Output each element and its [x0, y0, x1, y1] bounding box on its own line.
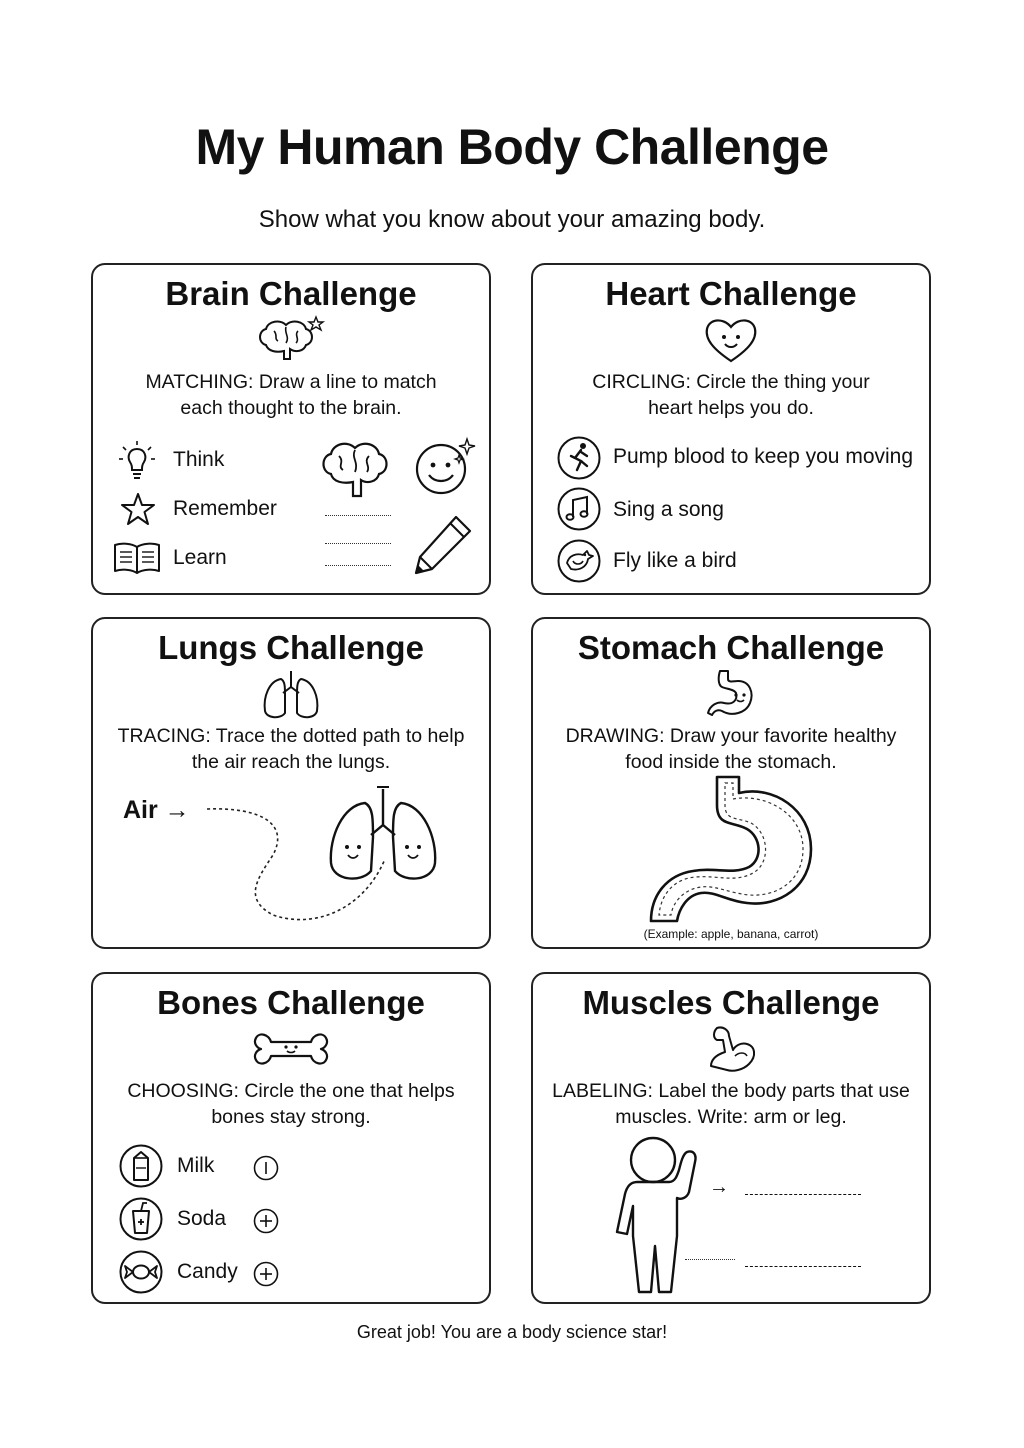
lungs-challenge-card — [91, 617, 491, 949]
book-icon — [113, 541, 161, 575]
card-title: Stomach Challenge — [577, 629, 885, 666]
example-hint: (Example: apple, banana, carrot) — [643, 927, 819, 941]
option-fly-bird[interactable]: Fly like a bird — [613, 549, 737, 572]
label-blank-leg[interactable] — [745, 1266, 861, 1267]
air-label: Air → — [123, 796, 190, 824]
card-instruction: DRAWING: Draw your favorite healthy food inside the stomach. — [565, 725, 897, 773]
flexed-arm-icon — [703, 1024, 759, 1074]
circle-choice-icon[interactable] — [253, 1155, 279, 1181]
music-note-icon — [557, 487, 601, 531]
bird-icon — [557, 539, 601, 583]
lungs-icon — [325, 785, 441, 885]
card-title: Bones Challenge — [157, 984, 425, 1021]
lungs-icon — [261, 669, 321, 721]
list-item-remember: Remember — [173, 497, 277, 520]
card-instruction: CIRCLING: Circle the thing your heart helps you do. — [592, 371, 870, 419]
option-soda[interactable]: Soda — [177, 1207, 227, 1230]
page-subtitle: Show what you know about your amazing body. — [258, 206, 766, 233]
footer-message: Great job! You are a body science star! — [356, 1322, 668, 1342]
option-milk[interactable]: Milk — [177, 1154, 215, 1177]
card-instruction: CHOOSING: Circle the one that helps bones stay strong. — [127, 1080, 455, 1128]
person-icon — [611, 1136, 711, 1296]
stomach-challenge-card — [531, 617, 931, 949]
label-blank-arm[interactable] — [745, 1194, 861, 1195]
option-candy[interactable]: Candy — [177, 1260, 238, 1283]
option-sing-song[interactable]: Sing a song — [613, 498, 724, 521]
stomach-drawing-area[interactable] — [643, 775, 823, 925]
milk-icon — [119, 1144, 163, 1188]
card-title: Muscles Challenge — [582, 984, 880, 1021]
circle-choice-icon[interactable] — [253, 1261, 279, 1287]
list-item-learn: Learn — [173, 546, 227, 569]
card-title: Heart Challenge — [605, 275, 857, 312]
heart-icon — [703, 317, 759, 365]
runner-icon — [557, 436, 601, 480]
match-line-blank[interactable] — [325, 543, 391, 544]
heart-challenge-card — [531, 263, 931, 595]
card-instruction: TRACING: Trace the dotted path to help the air reach the lungs. — [117, 725, 465, 773]
bones-challenge-card — [91, 972, 491, 1304]
option-pump-blood[interactable]: Pump blood to keep you moving — [613, 445, 914, 468]
list-item-think: Think — [173, 448, 225, 471]
card-title: Brain Challenge — [165, 275, 417, 312]
brain-icon — [256, 317, 326, 365]
pencil-icon — [414, 513, 474, 575]
card-instruction: MATCHING: Draw a line to match each thought to the brain. — [145, 371, 437, 419]
muscles-challenge-card — [531, 972, 931, 1304]
star-icon — [120, 492, 156, 526]
soda-icon — [119, 1197, 163, 1241]
brain-icon — [321, 440, 391, 500]
match-line-blank[interactable] — [325, 565, 391, 566]
bone-icon — [253, 1030, 329, 1068]
stomach-icon — [706, 669, 756, 719]
card-title: Lungs Challenge — [158, 629, 424, 666]
match-line-blank[interactable] — [325, 515, 391, 516]
lightbulb-icon — [117, 439, 157, 483]
page-title: My Human Body Challenge — [195, 119, 829, 175]
smiley-icon — [413, 437, 479, 497]
candy-icon — [119, 1250, 163, 1294]
circle-choice-icon[interactable] — [253, 1208, 279, 1234]
card-instruction: LABELING: Label the body parts that use muscles. Write: arm or leg. — [552, 1080, 910, 1128]
brain-challenge-card — [91, 263, 491, 595]
pointer-line — [685, 1259, 735, 1260]
arrow-icon: → — [709, 1176, 729, 1198]
